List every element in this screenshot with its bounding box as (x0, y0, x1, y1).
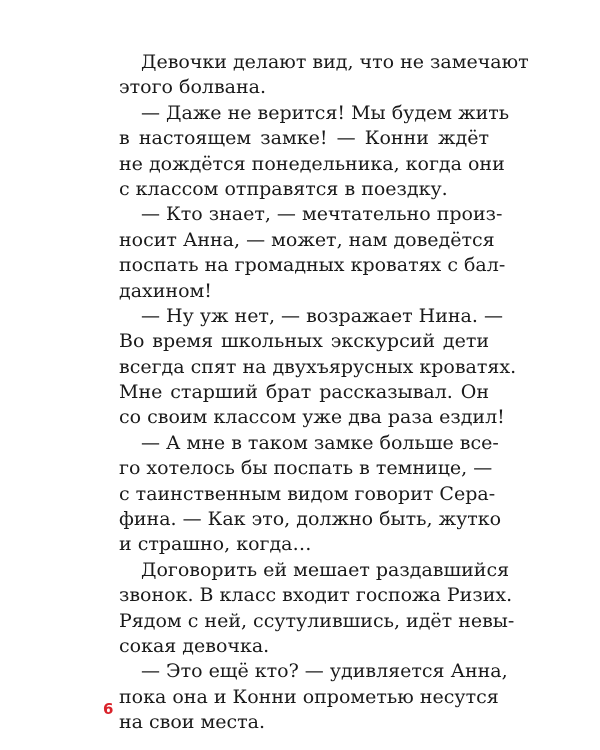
text-line: — Это ещё кто? — удивляется Анна, (141, 660, 508, 683)
text-line: сокая девочка. (119, 634, 270, 657)
paragraph (119, 659, 508, 735)
paragraph (119, 431, 502, 558)
paragraph (119, 304, 517, 431)
text-line: не дождётся понедельника, когда они (119, 152, 505, 175)
text-line: на свои места. (119, 711, 266, 734)
text-line: Договорить ей мешает раздавшийся (141, 558, 510, 581)
text-line: Рядом с ней, ссутулившись, идёт невы- (119, 609, 515, 632)
text-line: звонок. В класс входит госпожа Ризих. (119, 584, 513, 607)
text-line: — А мне в таком замке больше все- (141, 431, 499, 454)
text-line: Во время школьных экскурсий дети (119, 330, 489, 353)
paragraph (119, 558, 515, 660)
text-line: со своим классом уже два раза ездил! (119, 406, 505, 429)
text-line: всегда спят на двухъярусных кроватях. (119, 355, 517, 378)
text-line: — Ну уж нет, — возражает Нина. — (141, 304, 503, 327)
text-line: поспать на громадных кроватях с бал- (119, 254, 506, 277)
text-line: и страшно, когда… (119, 533, 312, 556)
text-line: с таинственным видом говорит Сера- (119, 482, 496, 505)
text-line: носит Анна, — может, нам доведётся (119, 228, 495, 251)
paragraph (119, 101, 510, 203)
text-line: этого болвана. (119, 76, 267, 99)
text-line: пока она и Конни опрометью несутся (119, 685, 499, 708)
body-text (119, 50, 529, 736)
text-line: — Кто знает, — мечтательно произ- (141, 203, 503, 226)
text-line: — Даже не верится! Мы будем жить (141, 101, 510, 124)
text-line: Девочки делают вид, что не замечают (141, 51, 529, 73)
text-line: в настоящем замке! — Конни ждёт (119, 127, 489, 150)
text-line: фина. — Как это, должно быть, жутко (119, 508, 502, 531)
page-number: 6 (103, 700, 114, 718)
paragraph (119, 50, 529, 101)
text-line: дахином! (119, 279, 212, 302)
text-line: Мне старший брат рассказывал. Он (119, 381, 489, 404)
text-line: с классом отправятся в поездку. (119, 177, 448, 200)
paragraph (119, 202, 506, 304)
text-line: го хотелось бы поспать в темнице, — (119, 457, 493, 480)
